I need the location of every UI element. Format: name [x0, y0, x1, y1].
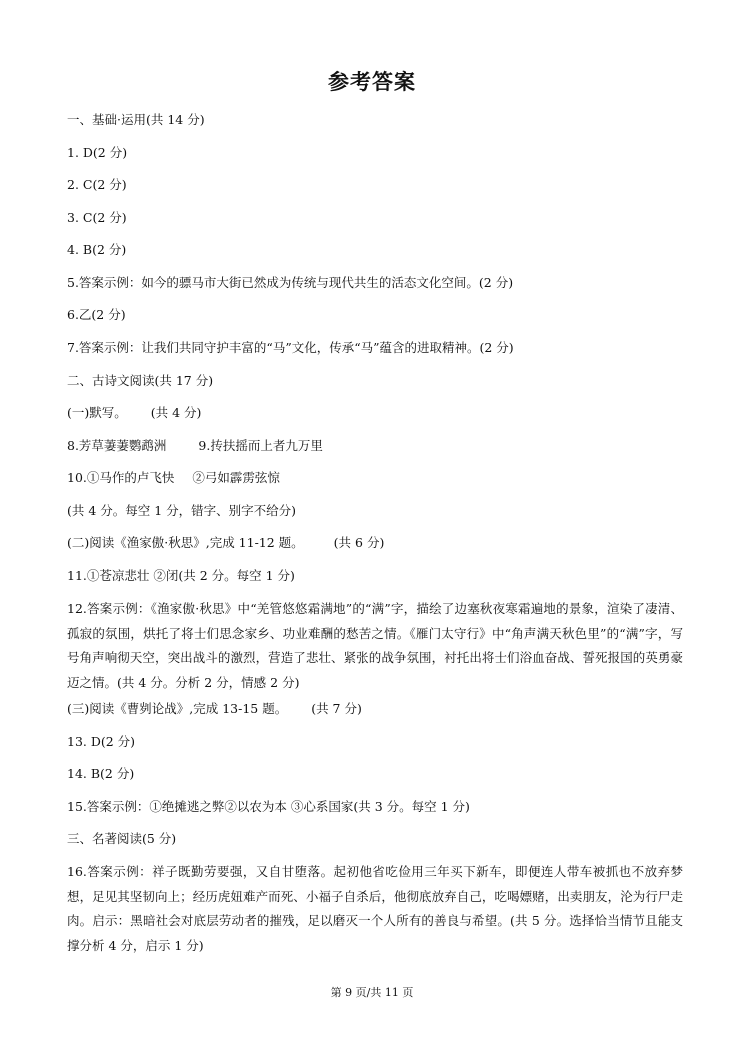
answer-q8-q9 [67, 438, 323, 454]
section-heading-classical: 二、古诗文阅读(共 17 分) [67, 373, 214, 388]
part2-label: (二)阅读《渔家傲·秋思》,完成 11-12 题。 [67, 535, 304, 550]
part2-score: (共 6 分) [333, 535, 385, 550]
part3-label: (三)阅读《曹刿论战》,完成 13-15 题。 [67, 701, 288, 716]
answer-q13: 13. D(2 分) [67, 734, 136, 749]
answer-q2: 2. C(2 分) [67, 177, 127, 192]
answer-q5: 5.答案示例：如今的骠马市大街已然成为传统与现代共生的活态文化空间。(2 分) [67, 275, 514, 290]
answer-q14: 14. B(2 分) [67, 766, 135, 781]
section-heading-basics: 一、基础·运用(共 14 分) [67, 112, 205, 127]
section-heading-classics: 三、名著阅读(5 分) [67, 831, 177, 846]
answer-q11: 11.①苍凉悲壮 ②闭(共 2 分。每空 1 分) [67, 568, 295, 583]
answer-q10b: ②弓如霹雳弦惊 [192, 470, 280, 485]
answer-q10 [67, 470, 280, 486]
answer-q6: 6.乙(2 分) [67, 307, 126, 322]
answer-q1: 1. D(2 分) [67, 145, 128, 160]
answer-q3: 3. C(2 分) [67, 210, 127, 225]
answer-q4: 4. B(2 分) [67, 242, 127, 257]
answer-q16: 16.答案示例：祥子既勤劳要强，又自甘堕落。起初他省吃俭用三年买下新车，即便连人带车被抓也不放弃梦想，足见其坚韧向上；经历虎妞难产而死、小福子自杀后，他彻底放弃自己，吃喝嫖赌，出卖朋友，沦为行尸走肉。启示：黑暗社会对底层劳动者的摧残，足以磨灭一个人所有的善良与希望。(共 5 分。选择恰当情节且能支撑分析 4 分，启示 1 分) [67, 864, 683, 953]
answer-q15: 15.答案示例：①绝摊逃之弊②以农为本 ③心系国家(共 3 分。每空 1 分) [67, 799, 470, 814]
answer-q10a: 10.①马作的卢飞快 [67, 470, 175, 485]
part1-label: (一)默写。 [67, 405, 127, 420]
page-title: 参考答案 [328, 70, 416, 94]
scoring-note: (共 4 分。每空 1 分，错字、别字不给分) [67, 503, 297, 518]
part3-score: (共 7 分) [311, 701, 362, 716]
answer-q7: 7.答案示例：让我们共同守护丰富的“马”文化，传承“马”蕴含的进取精神。(2 分) [67, 340, 514, 355]
part3-heading [67, 701, 362, 717]
page-footer: 第 9 页/共 11 页 [330, 986, 414, 999]
answer-q9: 9.抟扶摇而上者九万里 [198, 438, 323, 453]
part1-score: (共 4 分) [150, 405, 202, 420]
answer-q8: 8.芳草萋萋鹦鹉洲 [67, 438, 167, 453]
answer-q12: 12.答案示例：《渔家傲·秋思》中“羌管悠悠霜满地”的“满”字，描绘了边塞秋夜寒霜遍地的景象，渲染了凄清、孤寂的氛围，烘托了将士们思念家乡、功业难酬的愁苦之情。《雁门太守行》中“角声满天秋色里”的“满”字，写号角声响彻天空，突出战斗的激烈，营造了悲壮、紧张的战争氛围，衬托出将士们浴血奋战、誓死报国的英勇豪迈之情。(共 4 分。分析 2 分，情感 2 分) [67, 601, 683, 690]
part1-heading [67, 405, 201, 421]
part2-heading [67, 535, 384, 551]
